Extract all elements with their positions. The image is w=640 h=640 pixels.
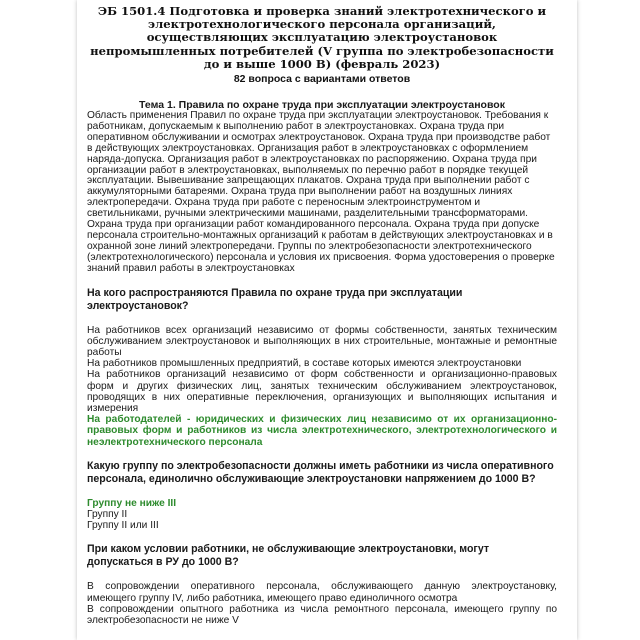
- question-text: При каком условии работники, не обслуживающие электроустановки, могут допускаться в РУ до 1000 В?: [87, 543, 490, 569]
- question-text: Какую группу по электробезопасности должны иметь работники из числа оперативного персонала, единолично обслуживающие электроустановки напряжением до 1000 В?: [87, 459, 554, 485]
- document-subtitle: 82 вопроса с вариантами ответов: [233, 73, 411, 86]
- topic-title: Тема 1. Правила по охране труда при эксплуатации электроустановок: [139, 99, 505, 112]
- answer-option: Группу II или III: [87, 520, 159, 532]
- answer-option: На работников организаций независимо от форм собственности и организационно-правовых форм и других физических лиц, занятых техническим обслуживанием электроустановок, проводящих в них оперативные переключения, организующих и выполняющих испытания и измерения: [87, 369, 557, 415]
- answer-option: Группу II: [87, 509, 128, 521]
- answer-list: [87, 581, 557, 626]
- document-title: ЭБ 1501.4 Подготовка и проверка знаний электротехнического и электротехнологического персонала организаций, осуществляющих эксплуатацию электроустановок непромышленных потребителей (V группа по электробезопасности до и выше 1000 В) (февраль 2023): [90, 4, 554, 71]
- topic-description: Область применения Правил по охране труда при эксплуатации электроустановок. Требования к работникам, допускаемым к выполнению работ в электроустановках. Охрана труда при оперативном обслуживании и осмотрах электроустановок. Охрана труда при производстве работ в действующих электроустановках. Организация работ в электроустановках с оформлением наряда-допуска. Организация работ в электроустановках по распоряжению. Охрана труда при организации работ в электроустановках, выполняемых по перечню работ в порядке текущей эксплуатации. Вывешивание запрещающих плакатов. Охрана труда при выполнении работ с аккумуляторными батареями. Охрана труда при выполнении работ на воздушных линиях электропередачи. Охрана труда при работе с переносным электроинструментом и светильниками, ручными электрическими машинами, разделительными трансформаторами. Охрана труда при организации работ командированного персонала. Охрана труда при допуске персонала строительно-монтажных организаций к работам в действующих электроустановках и в охранной зоне линий электропередачи. Группы по электробезопасности электротехнического (электротехнологического) персонала и условия их присвоения. Форма удостоверения о проверке знаний правил работы в электроустановках: [87, 110, 555, 274]
- answer-option: На работников всех организаций независимо от формы собственности, занятых техническим обслуживанием электроустановок и выполняющих в них строительные, монтажные и ремонтные работы: [87, 324, 557, 359]
- answer-option: В сопровождении оперативного персонала, обслуживающего данную электроустановку, имеющего группу IV, либо работника, имеющего право единоличного осмотра: [87, 581, 557, 604]
- answer-option: В сопровождении опытного работника из числа ремонтного персонала, имеющего группу по электробезопасности не ниже V: [87, 603, 557, 627]
- answer-list: [87, 325, 557, 448]
- correct-answer-option: На работодателей - юридических и физических лиц независимо от их организационно-правовых форм и работников из числа электротехнического, электротехнологического и неэлектротехнического персонала: [87, 414, 557, 448]
- answer-option: На работников промышленных предприятий, в составе которых имеются электроустановки: [87, 358, 522, 370]
- correct-answer-option: Группу не ниже III: [87, 497, 177, 509]
- question-block: [87, 543, 557, 626]
- question-text: На кого распространяются Правила по охране труда при эксплуатации электроустановок?: [87, 286, 463, 312]
- question-block: [87, 287, 557, 448]
- document-content: [87, 5, 557, 626]
- document-page: [77, 0, 577, 640]
- question-block: [87, 460, 557, 532]
- answer-list: [87, 498, 557, 532]
